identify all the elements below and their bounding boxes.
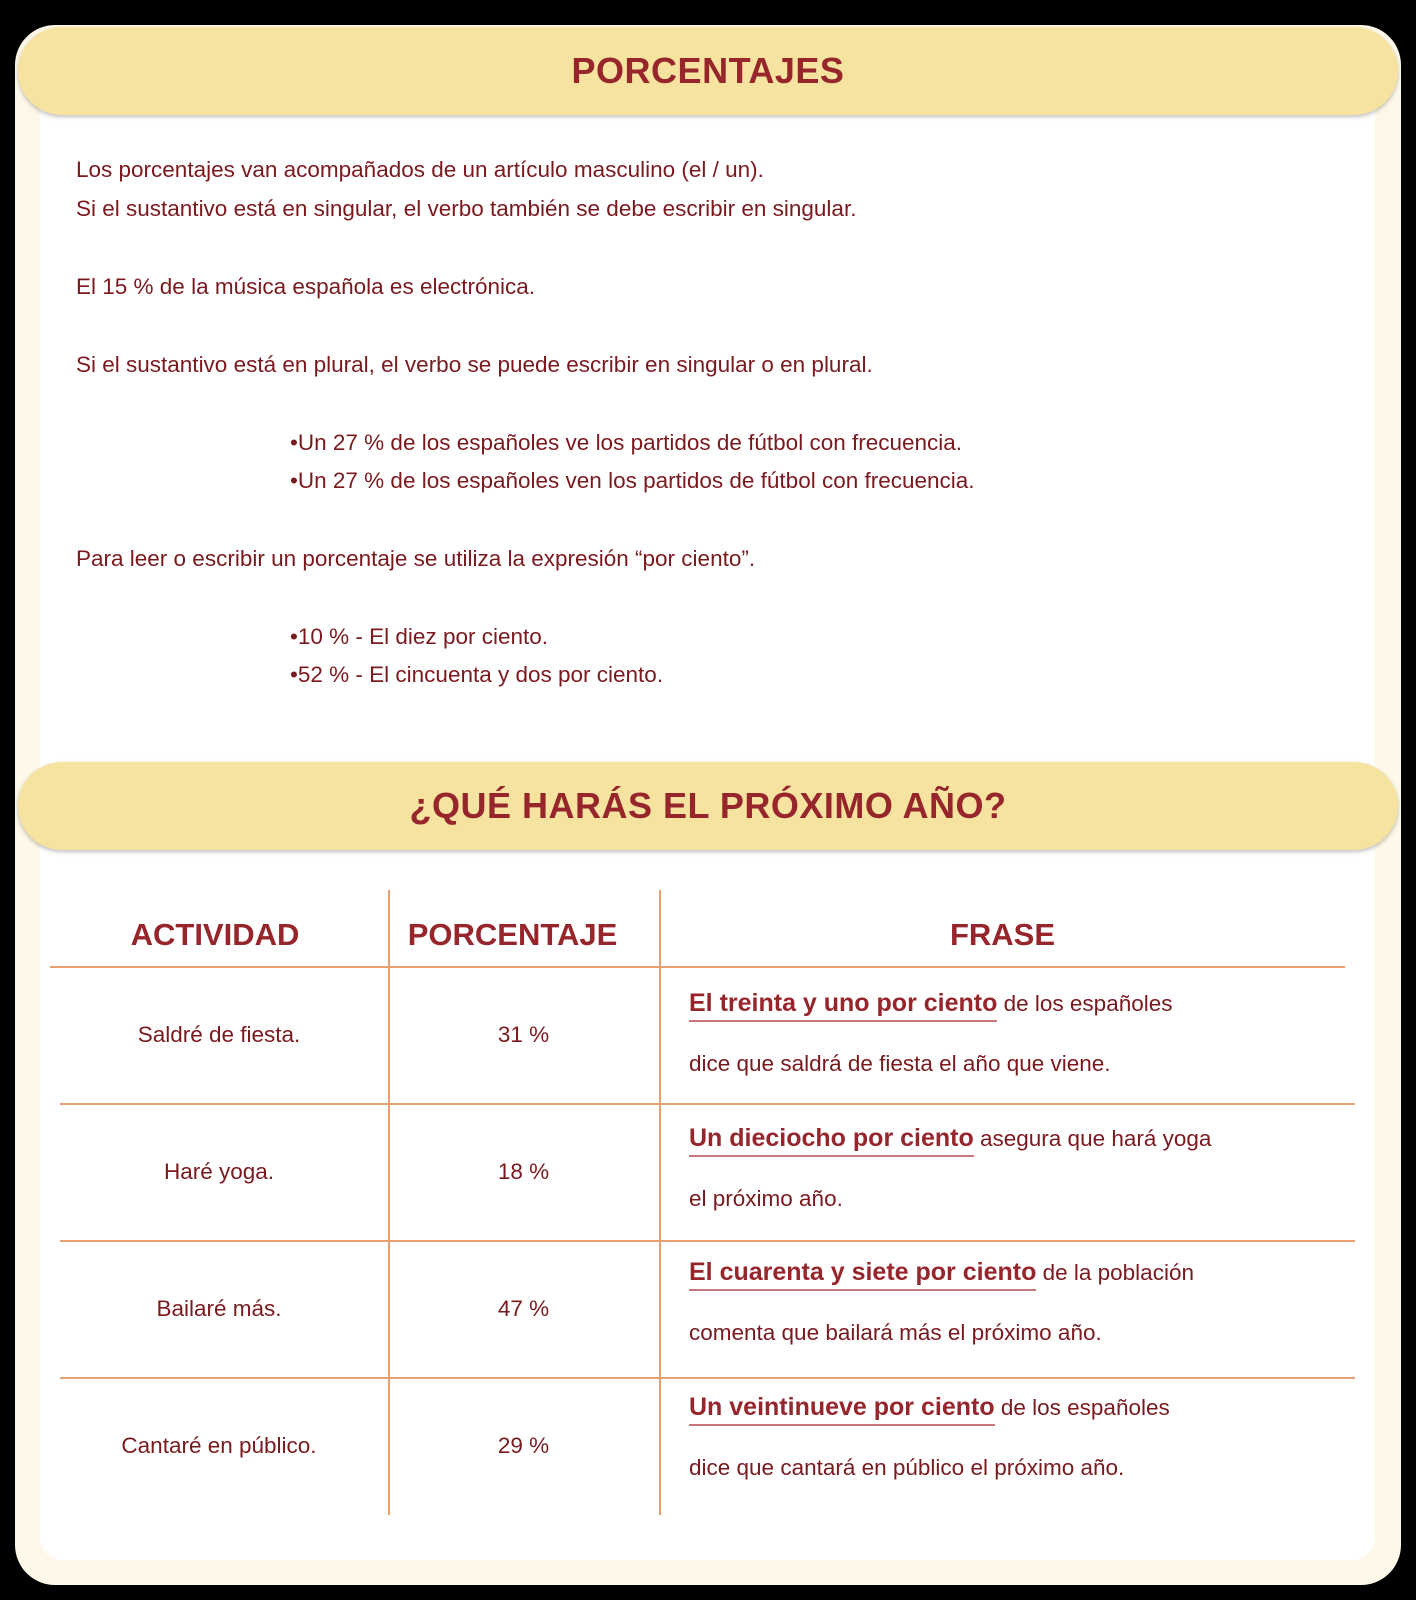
section-title-porcentajes (18, 27, 1398, 115)
cell-porcentaje: 29 % (497, 1433, 550, 1458)
cell-actividad: Saldré de fiesta. (137, 1022, 301, 1047)
cell-actividad: Cantaré en público. (121, 1433, 317, 1458)
frase-highlight: El treinta y uno por ciento (689, 989, 997, 1022)
bullet-item: •Un 27 % de los españoles ven los partidos de fútbol con frecuencia. (290, 468, 975, 493)
column-divider (659, 890, 661, 1515)
frase-highlight: El cuarenta y siete por ciento (689, 1258, 1036, 1291)
cell-porcentaje: 47 % (497, 1296, 550, 1321)
cell-porcentaje: 31 % (497, 1022, 550, 1047)
frase-line2: dice que cantará en público el próximo año. (689, 1455, 1125, 1480)
frase-rest: asegura que hará yoga (973, 1126, 1212, 1151)
frase-rest: de la población (1036, 1260, 1194, 1285)
paragraph: Si el sustantivo está en plural, el verbo se puede escribir en singular o en plural. (76, 352, 873, 377)
bullet-item: •Un 27 % de los españoles ve los partidos de fútbol con frecuencia. (290, 430, 963, 455)
bullet-item: •10 % - El diez por ciento. (290, 624, 549, 649)
header-frase: FRASE (949, 917, 1056, 952)
paragraph: Para leer o escribir un porcentaje se utiliza la expresión “por ciento”. (76, 546, 756, 571)
bullet-item: •52 % - El cincuenta y dos por ciento. (290, 662, 664, 687)
example-sentence: El 15 % de la música española es electrónica. (76, 274, 536, 299)
frase-line2: comenta que bailará más el próximo año. (689, 1320, 1102, 1345)
cell-frase (689, 1252, 1194, 1348)
header-porcentaje: PORCENTAJE (407, 917, 618, 952)
paragraph: Si el sustantivo está en singular, el verbo también se debe escribir en singular. (76, 196, 857, 221)
section-title: PORCENTAJES (571, 50, 845, 91)
frase-line2: el próximo año. (689, 1186, 843, 1211)
header-actividad: ACTIVIDAD (130, 917, 300, 952)
cell-actividad: Haré yoga. (163, 1159, 275, 1184)
cell-frase (689, 1387, 1170, 1483)
cell-porcentaje: 18 % (497, 1159, 550, 1184)
frase-line2: dice que saldrá de fiesta el año que viene. (689, 1051, 1111, 1076)
cell-frase (689, 1118, 1211, 1214)
frase-rest: de los españoles (994, 1395, 1170, 1420)
frase-rest: de los españoles (997, 991, 1173, 1016)
activities-table (50, 905, 1360, 1530)
paragraph: Los porcentajes van acompañados de un artículo masculino (el / un). (76, 157, 764, 182)
section-title-proximo-ano (18, 762, 1398, 850)
cell-actividad: Bailaré más. (156, 1296, 282, 1321)
section-title: ¿QUÉ HARÁS EL PRÓXIMO AÑO? (409, 785, 1007, 826)
frase-highlight: Un veintinueve por ciento (689, 1393, 995, 1426)
frase-highlight: Un dieciocho por ciento (689, 1124, 974, 1157)
cell-frase (689, 983, 1173, 1079)
